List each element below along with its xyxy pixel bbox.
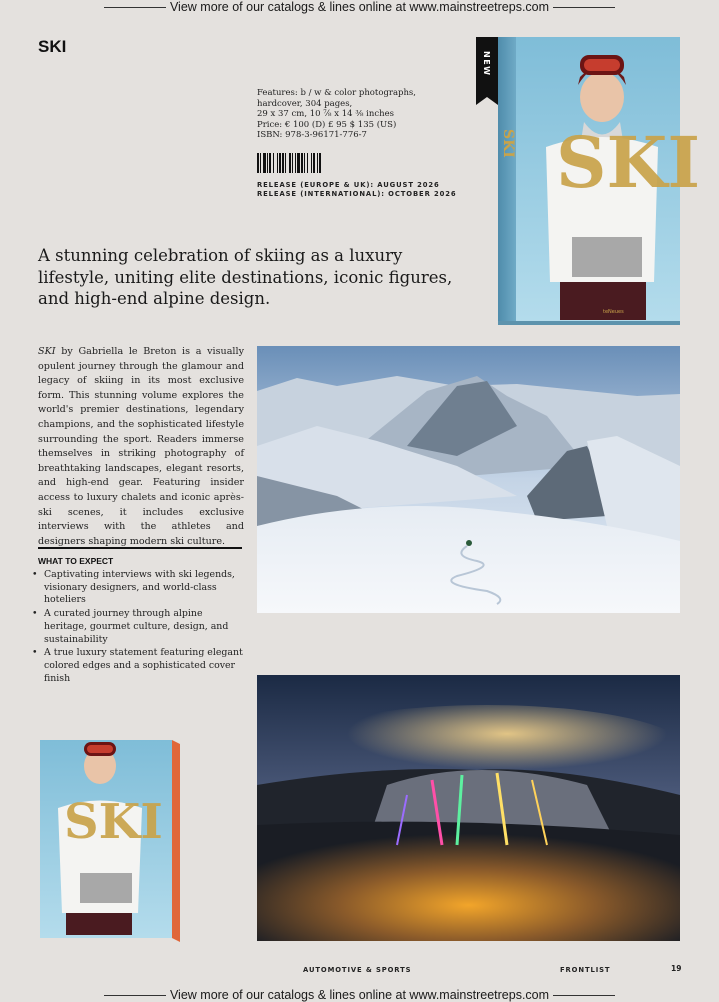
bottom-banner	[0, 988, 719, 1002]
spine-title: SKI	[500, 129, 516, 158]
banner-rule-right	[553, 7, 615, 8]
book-cover-small	[36, 738, 186, 943]
list-item: • A true luxury statement featuring elegant colored edges and a sophisticated cover finish	[32, 647, 244, 685]
banner-rule-left	[104, 7, 166, 8]
top-banner	[0, 0, 719, 14]
release-europe: RELEASE (EUROPE & UK): AUGUST 2026	[257, 181, 440, 189]
footer-list: FRONTLIST	[560, 966, 611, 974]
barcode-icon	[257, 153, 351, 173]
body-lead: SKI	[38, 346, 56, 357]
book-cover-main	[476, 37, 701, 327]
banner-rule-right	[553, 995, 615, 996]
expect-heading: WHAT TO EXPECT	[38, 556, 114, 566]
footer-section: AUTOMOTIVE & SPORTS	[303, 966, 412, 974]
features-block	[257, 88, 457, 141]
tagline: A stunning celebration of skiing as a luxury lifestyle, uniting elite destinations, iconic figures, and high-end alpine design.	[38, 246, 453, 308]
release-block	[257, 181, 457, 199]
resort-night-photo	[257, 675, 680, 941]
cover-publisher: teNeues	[603, 309, 624, 315]
page-number: 19	[671, 964, 682, 973]
features-line: 29 x 37 cm, 10 ⅞ x 14 ⅜ inches	[257, 109, 394, 119]
cover-title: SKI	[556, 121, 701, 204]
expect-divider	[38, 547, 242, 549]
features-line: Features: b / w & color photographs,	[257, 88, 416, 98]
features-line: ISBN: 978-3-96171-776-7	[257, 130, 367, 140]
banner-rule-left	[104, 995, 166, 996]
new-badge: NEW	[482, 51, 491, 77]
top-banner-text[interactable]: View more of our catalogs & lines online at www.mainstreetreps.com	[169, 0, 550, 14]
bottom-banner-text[interactable]: View more of our catalogs & lines online at www.mainstreetreps.com	[169, 988, 550, 1002]
body-description: by Gabriella le Breton is a visually opulent journey through the glamour and legacy of skiing in its most exclusive form. This stunning volume explores the world's premier destinations, legendary champions, and the sophisticated lifestyle surrounding the sport. Readers immerse themselves in striking photography of breathtaking landscapes, elegant resorts, and high-end gear. Featuring insider access to luxury chalets and iconic après-ski scenes, it includes exclusive interviews with the athletes and designers shaping modern ski culture.	[38, 346, 244, 547]
list-item: • A curated journey through alpine heritage, gourmet culture, design, and sustainability	[32, 608, 244, 646]
list-item: • Captivating interviews with ski legends, visionary designers, and world-class hoteliers	[32, 569, 244, 607]
page-title: SKI	[38, 37, 67, 56]
features-line: hardcover, 304 pages,	[257, 98, 353, 109]
expect-list	[32, 569, 244, 686]
features-line: Price: € 100 (D) £ 95 $ 135 (US)	[257, 119, 397, 130]
small-cover-title: SKI	[64, 794, 163, 850]
mountain-photo	[257, 346, 680, 613]
body-text	[38, 345, 244, 549]
release-international: RELEASE (INTERNATIONAL): OCTOBER 2026	[257, 190, 457, 198]
